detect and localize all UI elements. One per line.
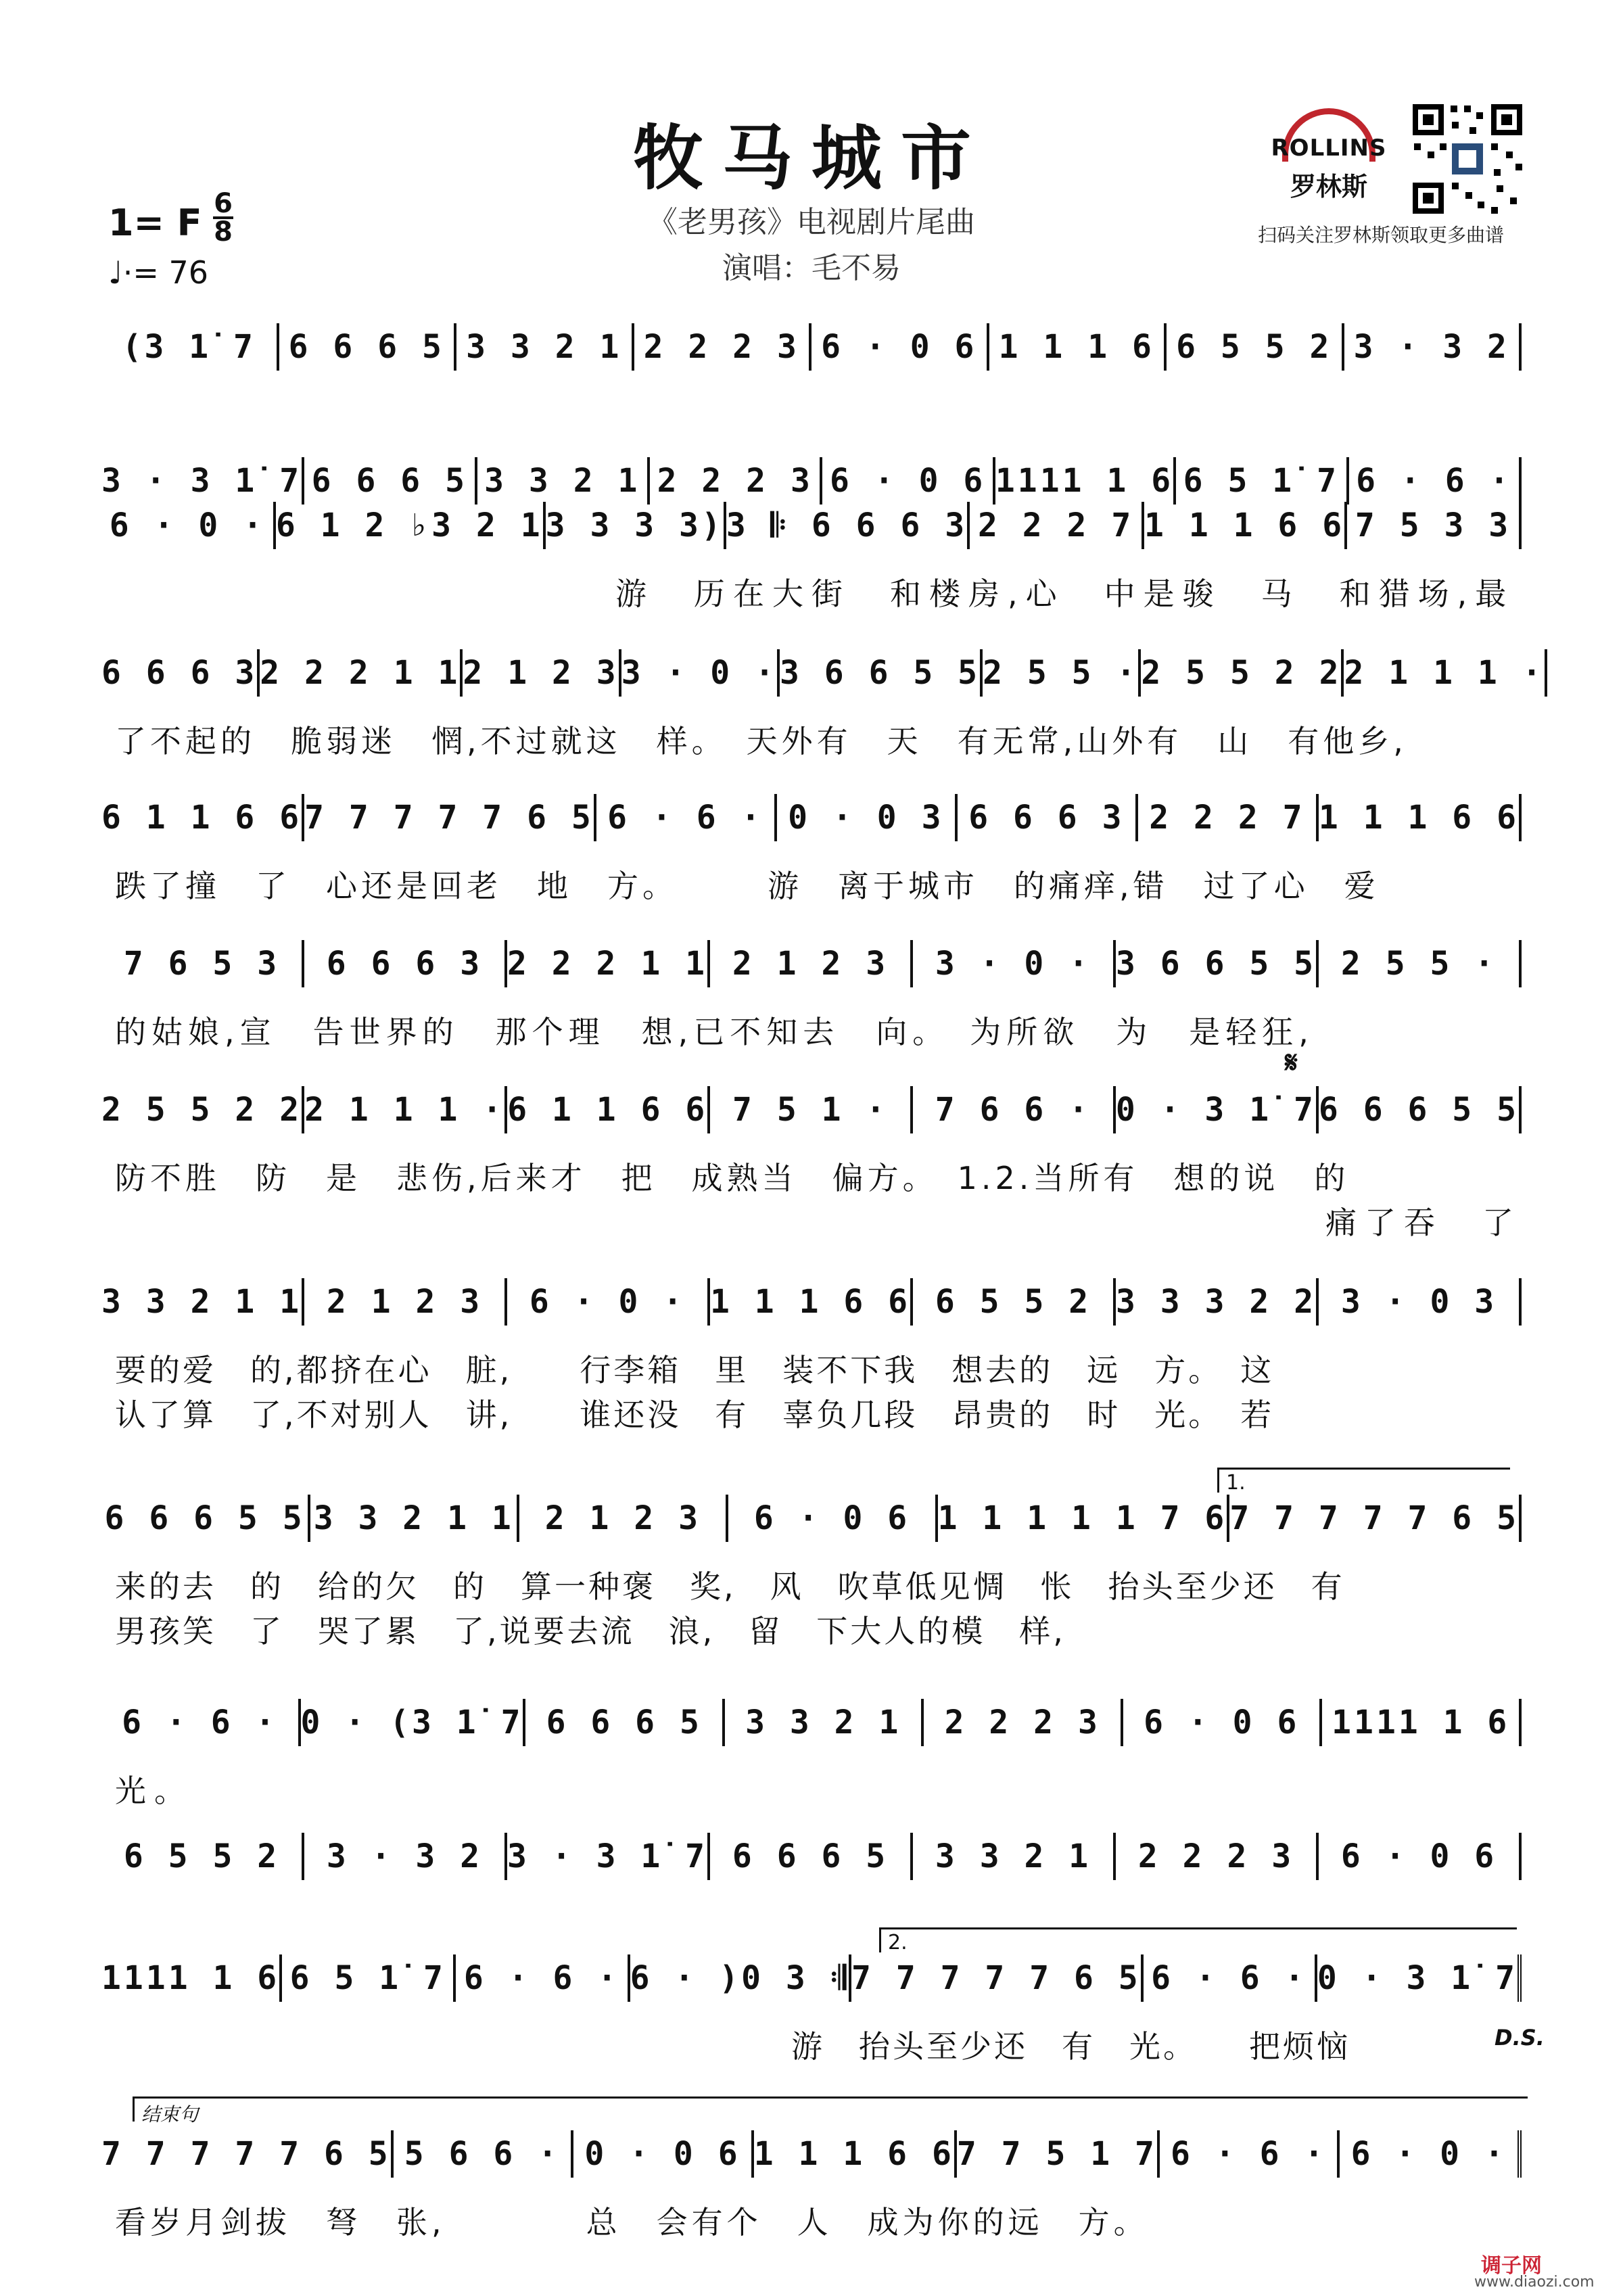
- measure: 2 1 2 3: [710, 940, 913, 987]
- measure: 6 · 6 ·: [1144, 1954, 1317, 2002]
- lyric-line-2: 男孩笑 了 哭了累 了,说要去流 浪, 留 下大人的模 样,: [115, 1613, 1066, 1649]
- measure: 6 · 0 ·: [507, 1278, 710, 1326]
- measure: 7 7 7 7 7 6 5: [1229, 1495, 1522, 1542]
- measure: 6 6 6 5: [304, 457, 477, 505]
- measure: 0 · (3 1̇ 7: [301, 1699, 526, 1746]
- measure: 0 · 3 1̇ 7: [1317, 1954, 1522, 2002]
- lyric-line-2: 痛了吞 了: [1325, 1204, 1522, 1241]
- measure: 2 5 5 ·: [1319, 940, 1522, 987]
- volta-1: 1.: [1217, 1468, 1510, 1493]
- measure: 6 · 0 ·: [1340, 2130, 1522, 2178]
- measure: 6 · 6 ·: [456, 1954, 630, 2002]
- notes-line: [101, 940, 1522, 987]
- measure: 6 6 6 5 5: [1319, 1086, 1522, 1133]
- singer-credit: 演唱：毛不易: [722, 251, 901, 285]
- key-signature: 1= F: [108, 202, 202, 244]
- lyric-line-1: 游 历在大街 和楼房,心 中是骏 马 和猎场,最: [615, 576, 1515, 612]
- measure: 7 7 5 1 7: [957, 2130, 1160, 2178]
- measure: 1111 1 6: [995, 457, 1176, 505]
- measure: 2 1 2 3: [463, 649, 621, 697]
- da-segno-mark: D.S.: [1495, 2025, 1545, 2051]
- measure: 6 · 0 6: [1123, 1699, 1323, 1746]
- measure: 7 6 5 3: [101, 940, 304, 987]
- measure: 3 3 2 1: [913, 1833, 1116, 1880]
- measure: 3 3 3 3): [546, 502, 726, 549]
- measure: 3 3 3 2 2: [1116, 1278, 1319, 1326]
- notes-line: [101, 1954, 1522, 2002]
- lyric-line-1: 了不起的 脆弱迷 惘,不过就这 样。 天外有 天 有无常,山外有 山 有他乡,: [115, 723, 1407, 759]
- measure: 2 2 2 1 1: [507, 940, 710, 987]
- notes-line: [101, 323, 1522, 371]
- measure: 6 5 5 2: [913, 1278, 1116, 1326]
- measure: 3 6 6 5 5: [1116, 940, 1319, 987]
- measure: 2 1 2 3: [304, 1278, 507, 1326]
- measure: 3 · 0 ·: [621, 649, 780, 697]
- measure: 2 5 5 ·: [983, 649, 1141, 697]
- measure: 3 · 3 1̇ 7: [101, 457, 304, 505]
- lyric-line-1: 来的去 的 给的欠 的 算一种褒 奖, 风 吹草低见惆 怅 抬头至少还 有: [115, 1568, 1345, 1605]
- lyric-line-1: 要的爱 的,都挤在心 脏, 行李箱 里 装不下我 想去的 远 方。 这: [115, 1352, 1275, 1388]
- measure: 1111 1 6: [101, 1954, 282, 2002]
- song-subtitle: 《老男孩》电视剧片尾曲: [648, 205, 975, 239]
- watermark-name: 调子网: [1481, 2254, 1542, 2278]
- time-signature-bottom: 8: [214, 216, 233, 248]
- measure: 3 3 2 1 1: [101, 1278, 304, 1326]
- tempo-marking: ♩·= 76: [108, 254, 209, 291]
- measure: 3 · 3 2: [304, 1833, 507, 1880]
- measure: 6 6 6 5: [279, 323, 457, 371]
- measure: 2 1 2 3: [519, 1495, 728, 1542]
- measure: 2 1 1 1 ·: [1344, 649, 1547, 697]
- measure: (3 1̇ 7: [101, 323, 279, 371]
- lyric-line-2: 认了算 了,不对别人 讲, 谁还没 有 辜负几段 昂贵的 时 光。 若: [115, 1397, 1275, 1433]
- measure: 6 1 2 ♭3 2 1: [276, 502, 546, 549]
- measure: 6 6 6 3: [958, 794, 1138, 841]
- measure: 7 5 3 3: [1347, 502, 1522, 549]
- measure: 6 · 6 ·: [1160, 2130, 1340, 2178]
- measure: 3 6 6 5 5: [780, 649, 983, 697]
- measure: 2 5 5 2 2: [1141, 649, 1344, 697]
- measure: 3 · 0 3: [1319, 1278, 1522, 1326]
- measure: 3 · 0 ·: [913, 940, 1116, 987]
- measure: 2 2 2 3: [1116, 1833, 1319, 1880]
- lyric-line-1: 的姑娘,宣 告世界的 那个理 想,已不知去 向。 为所欲 为 是轻狂,: [115, 1014, 1314, 1050]
- measure: 6 · 0 6: [728, 1495, 937, 1542]
- measure: 6 1 1 6 6: [101, 794, 304, 841]
- measure: 2 2 2 3: [650, 457, 822, 505]
- notes-line: [101, 649, 1545, 697]
- notes-line: [101, 794, 1522, 841]
- measure: 7 7 7 7 7 6 5: [304, 794, 596, 841]
- lyric-line-1: 跌了撞 了 心还是回老 地 方。 游 离于城市 的痛痒,错 过了心 爱: [115, 868, 1380, 904]
- measure: 6 6 6 3: [304, 940, 507, 987]
- measure: 2 2 2 7: [970, 502, 1144, 549]
- measure: 6 · )0 3 𝄇: [630, 1954, 851, 2002]
- measure: 3 3 2 1: [477, 457, 650, 505]
- measure: 6 5 5 2: [101, 1833, 304, 1880]
- measure: 1 1 1 6 6: [1144, 502, 1347, 549]
- measure: 1 1 1 6 6: [710, 1278, 913, 1326]
- notes-line: [101, 1278, 1522, 1326]
- measure: 2 2 2 7: [1138, 794, 1319, 841]
- measure: 0 · 0 3: [777, 794, 958, 841]
- lyric-line-1: 游 抬头至少还 有 光。 把烦恼: [115, 2028, 1350, 2065]
- time-signature-top: 6: [214, 188, 233, 219]
- brand-logo: [1265, 108, 1393, 203]
- watermark-url[interactable]: www.diaozi.com: [1474, 2274, 1595, 2291]
- measure: 6 5 1̇ 7: [282, 1954, 456, 2002]
- segno-mark: 𝄋: [1285, 1046, 1298, 1080]
- measure: 6 1 1 6 6: [507, 1086, 710, 1133]
- measure: 6 6 6 5: [710, 1833, 913, 1880]
- measure: 7 6 6 ·: [913, 1086, 1116, 1133]
- qr-code-icon[interactable]: [1410, 101, 1525, 216]
- measure: 0 · 0 6: [573, 2130, 754, 2178]
- measure: 5 6 6 ·: [394, 2130, 574, 2178]
- measure: 7 5 1 ·: [710, 1086, 913, 1133]
- measure: 6 6 6 5: [525, 1699, 725, 1746]
- measure: 2 5 5 2 2: [101, 1086, 304, 1133]
- measure: 3 𝄆 6 6 6 3: [726, 502, 970, 549]
- measure: 6 · 0 6: [822, 457, 995, 505]
- notes-line: [101, 1086, 1522, 1133]
- measure: 3 3 2 1 1: [310, 1495, 519, 1542]
- measure: 1 1 1 1 1 7 6: [938, 1495, 1230, 1542]
- measure: 3 3 2 1: [725, 1699, 924, 1746]
- measure: 6 · 6 ·: [1349, 457, 1522, 505]
- measure: 2 2 2 3: [924, 1699, 1123, 1746]
- notes-line: [101, 1495, 1522, 1542]
- measure: 1 1 1 6: [989, 323, 1167, 371]
- scan-caption: 扫码关注罗林斯领取更多曲谱: [1258, 224, 1505, 246]
- lyric-line-1: 防不胜 防 是 悲伤,后来才 把 成熟当 偏方。 1.2.当所有 想的说 的: [115, 1160, 1350, 1196]
- brand-name-en: ROLLINS: [1271, 135, 1387, 162]
- measure: 6 · 6 ·: [101, 1699, 301, 1746]
- notes-line: [101, 457, 1522, 505]
- measure: 6 5 1̇ 7: [1176, 457, 1348, 505]
- measure: 6 6 6 5 5: [101, 1495, 310, 1542]
- notes-line: [101, 2130, 1522, 2178]
- measure: 1 1 1 6 6: [1319, 794, 1522, 841]
- volta-2: 2.: [879, 1927, 1517, 1952]
- measure: 6 · 0 6: [812, 323, 989, 371]
- measure: 6 · 0 ·: [101, 502, 276, 549]
- measure: 3 · 3 2: [1344, 323, 1522, 371]
- measure: 7 7 7 7 7 6 5: [851, 1954, 1144, 2002]
- measure: 6 6 6 3: [101, 649, 260, 697]
- measure: 6 5 5 2: [1167, 323, 1344, 371]
- notes-line: [101, 502, 1522, 549]
- lyric-line-1: 看岁月剑拔 弩 张, 总 会有个 人 成为你的远 方。: [115, 2204, 1149, 2241]
- measure: 1111 1 6: [1322, 1699, 1522, 1746]
- measure: 3 3 2 1: [456, 323, 634, 371]
- measure: 6 · 6 ·: [596, 794, 777, 841]
- measure: 2 1 1 1 ·: [304, 1086, 507, 1133]
- page-title: 牧马城市: [632, 116, 990, 200]
- measure: 1 1 1 6 6: [754, 2130, 957, 2178]
- notes-line: [101, 1833, 1522, 1880]
- measure: 6 · 0 6: [1319, 1833, 1522, 1880]
- lyric-line-1: 光。: [115, 1773, 193, 1809]
- measure: 2 2 2 1 1: [260, 649, 463, 697]
- measure: 3 · 3 1̇ 7: [507, 1833, 710, 1880]
- time-signature: [213, 188, 233, 248]
- brand-name-cn: 罗林斯: [1290, 172, 1367, 202]
- measure: 2 2 2 3: [634, 323, 812, 371]
- notes-line: [101, 1699, 1522, 1746]
- measure: 0 · 3 1̇ 7: [1116, 1086, 1319, 1133]
- measure: 7 7 7 7 7 6 5: [101, 2130, 394, 2178]
- ending-label: 结束句: [133, 2096, 1528, 2122]
